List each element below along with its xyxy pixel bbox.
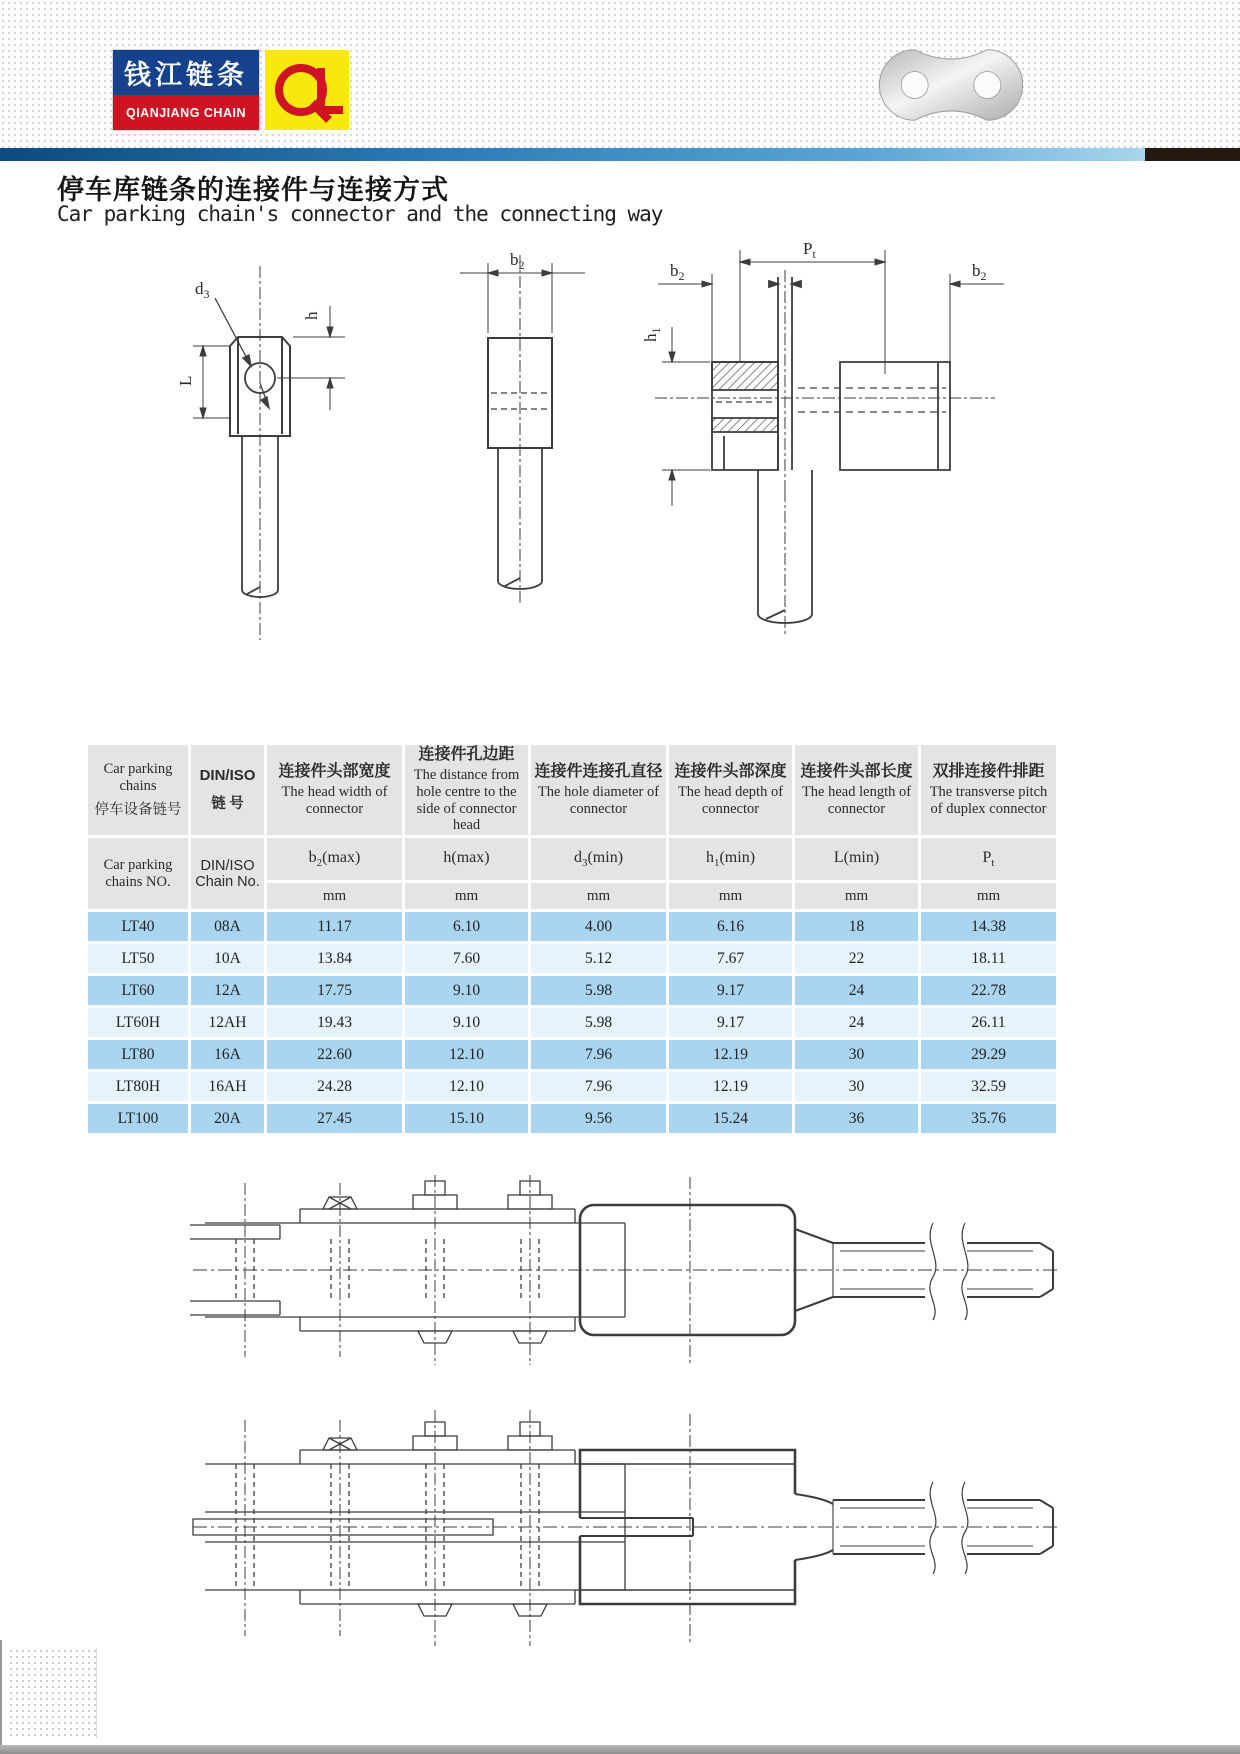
- page-left-edge: [0, 1640, 2, 1754]
- table-cell: 7.96: [531, 1072, 666, 1101]
- table-cell: 9.56: [531, 1104, 666, 1133]
- dim-L: [176, 346, 229, 418]
- svg-text:L: L: [176, 375, 195, 386]
- table-row: [88, 1104, 1056, 1133]
- unit-cell: mm: [267, 883, 402, 909]
- table-cell: 32.59: [921, 1072, 1056, 1101]
- table-cell: 5.98: [531, 976, 666, 1005]
- table-row: [88, 976, 1056, 1005]
- drawing-connector-side-view: [450, 243, 595, 615]
- table-cell: LT60H: [88, 1008, 188, 1037]
- company-logo: [113, 50, 259, 130]
- col-header-hole-edge: 连接件孔边距 The distance from hole centre to the side of connector head: [405, 745, 528, 835]
- table-header-row-2: [88, 838, 1056, 880]
- table-cell: 7.60: [405, 944, 528, 973]
- unit-cell: mm: [669, 883, 792, 909]
- table-cell: 12.10: [405, 1072, 528, 1101]
- subheader-hmax: h(max): [405, 838, 528, 880]
- drawing-simplex-chain-assembly: [185, 1155, 1065, 1400]
- col-header-head-length: 连接件头部长度 The head length of connector: [795, 745, 918, 835]
- table-cell: 12A: [191, 976, 264, 1005]
- unit-cell: mm: [921, 883, 1056, 909]
- table-row: [88, 1008, 1056, 1037]
- unit-cell: mm: [405, 883, 528, 909]
- table-cell: 6.10: [405, 912, 528, 941]
- table-cell: LT40: [88, 912, 188, 941]
- subheader-pt: $P_t$: [921, 838, 1056, 880]
- table-cell: 7.67: [669, 944, 792, 973]
- table-cell: 13.84: [267, 944, 402, 973]
- subheader-Lmin: L(min): [795, 838, 918, 880]
- table-row: [88, 912, 1056, 941]
- table-cell: 30: [795, 1040, 918, 1069]
- drawing-duplex-chain-assembly: [185, 1398, 1065, 1661]
- duplex-right-block: [798, 362, 950, 470]
- table-cell: 10A: [191, 944, 264, 973]
- svg-text:h1: $h_1$: [641, 327, 663, 342]
- table-cell: 12.10: [405, 1040, 528, 1069]
- break-lines: [930, 1482, 968, 1574]
- svg-text:b2: $b_2$: [670, 261, 685, 283]
- table-row: [88, 1040, 1056, 1069]
- table-cell: 14.38: [921, 912, 1056, 941]
- table-cell: 30: [795, 1072, 918, 1101]
- table-cell: 7.96: [531, 1040, 666, 1069]
- svg-text:b2: $b_2$: [972, 261, 987, 283]
- logo-chinese-text: 钱江链条: [113, 50, 259, 95]
- table-cell: 36: [795, 1104, 918, 1133]
- page-title-english: Car parking chain's connector and the connecting way: [57, 202, 663, 226]
- table-cell: LT80: [88, 1040, 188, 1069]
- dim-b2-left: [658, 261, 712, 362]
- svg-text:Pt: $P_t$: [803, 239, 816, 261]
- table-cell: 15.24: [669, 1104, 792, 1133]
- ql-monogram-icon: [265, 50, 349, 130]
- table-cell: 24: [795, 1008, 918, 1037]
- break-lines: [930, 1223, 968, 1320]
- svg-text:b2: $b_2$: [510, 250, 525, 272]
- table-cell: 9.17: [669, 1008, 792, 1037]
- table-cell: 22.60: [267, 1040, 402, 1069]
- col-header-head-width: 连接件头部宽度 The head width of connector: [267, 745, 402, 835]
- table-cell: 24.28: [267, 1072, 402, 1101]
- table-header-row-1: [88, 745, 1056, 835]
- chain-plates: [193, 1450, 625, 1604]
- table-cell: 16A: [191, 1040, 264, 1069]
- drawing-connector-front-view: [165, 248, 395, 653]
- svg-text:d3: $d_3$: [195, 279, 210, 301]
- table-cell: 11.17: [267, 912, 402, 941]
- table-cell: 5.98: [531, 1008, 666, 1037]
- dim-h: [277, 306, 345, 410]
- table-cell: 16AH: [191, 1072, 264, 1101]
- table-cell: 12AH: [191, 1008, 264, 1037]
- table-cell: 35.76: [921, 1104, 1056, 1133]
- table-cell: 22: [795, 944, 918, 973]
- table-cell: 29.29: [921, 1040, 1056, 1069]
- svg-text:h: h: [302, 311, 321, 320]
- table-cell: 12.19: [669, 1072, 792, 1101]
- header-divider-bar: [0, 148, 1240, 161]
- table-cell: LT80H: [88, 1072, 188, 1101]
- dim-pt: [740, 239, 885, 374]
- unit-cell: mm: [795, 883, 918, 909]
- subheader-b2max: $b_2(\max)$: [267, 838, 402, 880]
- table-row: [88, 944, 1056, 973]
- table-cell: 6.16: [669, 912, 792, 941]
- col-header-head-depth: 连接件头部深度 The head depth of connector: [669, 745, 792, 835]
- dim-b2-right: [950, 261, 1004, 362]
- table-cell: 24: [795, 976, 918, 1005]
- col-header-hole-diameter: 连接件连接孔直径 The hole diameter of connector: [531, 745, 666, 835]
- subheader-h1min: $h_1(\min)$: [669, 838, 792, 880]
- table-cell: 27.45: [267, 1104, 402, 1133]
- table-cell: 9.10: [405, 1008, 528, 1037]
- table-cell: 4.00: [531, 912, 666, 941]
- table-cell: 5.12: [531, 944, 666, 973]
- table-cell: 08A: [191, 912, 264, 941]
- table-cell: 9.10: [405, 976, 528, 1005]
- page-title-chinese: 停车库链条的连接件与连接方式: [57, 175, 449, 205]
- ql-monogram-svg: [265, 50, 349, 130]
- table-body: [88, 912, 1056, 1133]
- chain-link-plate-image: [868, 40, 1034, 130]
- dim-h1: [641, 327, 710, 506]
- unit-cell: mm: [531, 883, 666, 909]
- subheader-din-no: DIN/ISO Chain No.: [191, 838, 264, 909]
- subheader-d3min: $d_3(\min)$: [531, 838, 666, 880]
- col-header-diniso: DIN/ISO 链 号: [191, 745, 264, 835]
- spec-table: [85, 742, 1059, 1136]
- table-cell: LT50: [88, 944, 188, 973]
- footer-dotted-pattern: [8, 1648, 97, 1738]
- table-cell: 26.11: [921, 1008, 1056, 1037]
- table-cell: 19.43: [267, 1008, 402, 1037]
- table-cell: LT60: [88, 976, 188, 1005]
- table-cell: 12.19: [669, 1040, 792, 1069]
- col-header-chains: Car parking chains 停车设备链号: [88, 745, 188, 835]
- duplex-left-block: [712, 362, 778, 470]
- pin-caps: [323, 1181, 552, 1343]
- table-cell: 18.11: [921, 944, 1056, 973]
- col-header-transverse-pitch: 双排连接件排距 The transverse pitch of duplex connector: [921, 745, 1056, 835]
- pin-centerlines: [245, 1410, 690, 1646]
- table-cell: 22.78: [921, 976, 1056, 1005]
- table-cell: 20A: [191, 1104, 264, 1133]
- drawing-duplex-connector-view: [640, 222, 1015, 657]
- subheader-chain-no: Car parking chains NO.: [88, 838, 188, 909]
- page-bottom-bar: [0, 1745, 1240, 1754]
- header-divider-bar-end: [1145, 148, 1240, 161]
- table-cell: 17.75: [267, 976, 402, 1005]
- table-row: [88, 1072, 1056, 1101]
- logo-english-text: QIANJIANG CHAIN: [113, 95, 259, 130]
- table-cell: 9.17: [669, 976, 792, 1005]
- dim-b2: [460, 250, 585, 333]
- table-cell: 15.10: [405, 1104, 528, 1133]
- table-cell: 18: [795, 912, 918, 941]
- table-cell: LT100: [88, 1104, 188, 1133]
